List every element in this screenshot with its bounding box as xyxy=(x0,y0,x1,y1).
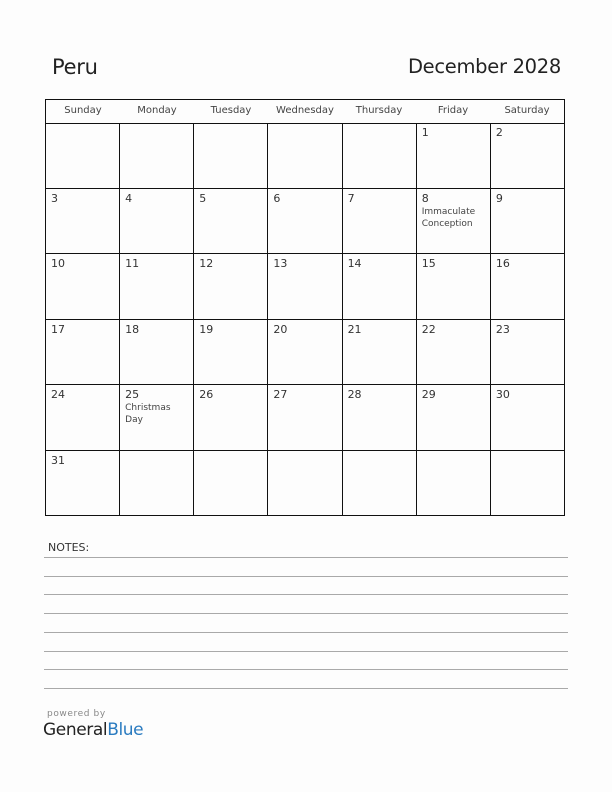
calendar-grid xyxy=(45,99,565,516)
month-year-title: December 2028 xyxy=(407,55,561,78)
day-cell xyxy=(267,123,341,188)
day-number: 16 xyxy=(495,257,510,270)
day-cell xyxy=(342,123,416,188)
week-row xyxy=(46,385,564,451)
day-cell xyxy=(267,320,341,385)
day-number: 28 xyxy=(347,388,362,401)
weekday-thursday: Thursday xyxy=(355,105,403,116)
weekday-friday: Friday xyxy=(437,105,469,116)
day-cell xyxy=(119,189,193,254)
day-cell xyxy=(490,320,564,385)
notes-line xyxy=(44,613,568,614)
day-number: 11 xyxy=(125,257,140,270)
day-cell xyxy=(416,451,490,517)
day-number: 29 xyxy=(421,388,436,401)
day-number: 8 xyxy=(421,191,429,205)
day-number: 17 xyxy=(51,322,65,336)
day-cell xyxy=(46,189,119,254)
day-cell xyxy=(193,385,267,450)
week-row xyxy=(46,451,564,517)
day-cell xyxy=(416,123,490,188)
day-number: 15 xyxy=(421,257,436,270)
week-row xyxy=(46,320,564,386)
day-number: 18 xyxy=(125,322,140,336)
weekday-tuesday: Tuesday xyxy=(210,105,252,116)
day-cell xyxy=(46,254,119,319)
day-number: 20 xyxy=(273,322,288,336)
powered-by-text: powered by xyxy=(47,709,106,719)
day-number: 25 xyxy=(125,388,140,401)
day-number: 19 xyxy=(199,322,214,336)
weekday-header xyxy=(46,100,564,124)
day-number: 12 xyxy=(199,257,214,270)
day-number: 30 xyxy=(495,388,510,401)
day-number: 2 xyxy=(495,126,503,139)
day-cell xyxy=(490,123,564,188)
notes-line xyxy=(44,594,568,595)
day-cell xyxy=(342,385,416,450)
day-number: 24 xyxy=(51,388,65,401)
day-cell xyxy=(193,189,267,254)
country-title: Peru xyxy=(52,55,98,79)
day-cell xyxy=(46,385,119,450)
notes-label: NOTES: xyxy=(48,541,90,554)
day-cell xyxy=(267,385,341,450)
day-cell xyxy=(267,451,341,517)
day-cell xyxy=(267,189,341,254)
day-number: 5 xyxy=(199,191,207,205)
notes-line xyxy=(44,669,568,670)
day-cell xyxy=(267,254,341,319)
notes-line xyxy=(44,576,568,577)
day-cell xyxy=(342,254,416,319)
day-cell xyxy=(342,320,416,385)
day-cell xyxy=(490,451,564,517)
day-cell xyxy=(490,385,564,450)
day-cell xyxy=(416,254,490,319)
day-cell xyxy=(490,254,564,319)
weekday-saturday: Saturday xyxy=(504,105,550,116)
brand-general: General xyxy=(43,720,108,740)
day-cell xyxy=(193,123,267,188)
day-number: 14 xyxy=(347,257,362,270)
notes-line xyxy=(44,688,568,689)
day-cell xyxy=(119,320,193,385)
brand-logo xyxy=(43,720,143,740)
holiday-label: Christmas Day xyxy=(125,403,171,425)
day-number: 13 xyxy=(273,257,288,270)
day-number: 22 xyxy=(421,322,436,336)
day-number: 6 xyxy=(273,191,281,205)
holiday-label: Immaculate Conception xyxy=(421,206,476,229)
day-cell xyxy=(46,123,119,188)
day-cell xyxy=(119,254,193,319)
day-number: 1 xyxy=(421,126,429,139)
day-number: 10 xyxy=(51,257,65,270)
notes-line xyxy=(44,651,568,652)
day-number: 7 xyxy=(347,191,355,205)
day-cell xyxy=(416,320,490,385)
weekday-wednesday: Wednesday xyxy=(276,105,334,116)
day-cell xyxy=(119,451,193,517)
day-number: 31 xyxy=(51,453,65,467)
day-number: 23 xyxy=(495,322,510,336)
day-cell xyxy=(46,320,119,385)
brand-blue: Blue xyxy=(107,720,144,740)
day-cell xyxy=(119,385,193,450)
week-row xyxy=(46,123,564,189)
calendar-weeks xyxy=(46,123,564,516)
day-number: 4 xyxy=(125,191,133,205)
day-cell xyxy=(342,189,416,254)
day-cell xyxy=(119,123,193,188)
day-cell xyxy=(46,451,119,517)
day-cell xyxy=(490,189,564,254)
day-cell xyxy=(193,254,267,319)
day-cell xyxy=(342,451,416,517)
day-cell xyxy=(416,189,490,254)
notes-line xyxy=(44,632,568,633)
weekday-monday: Monday xyxy=(137,105,177,116)
week-row xyxy=(46,189,564,255)
day-number: 21 xyxy=(347,322,362,336)
day-number: 3 xyxy=(51,191,58,205)
day-number: 27 xyxy=(273,388,288,401)
day-cell xyxy=(193,320,267,385)
day-number: 26 xyxy=(199,388,214,401)
day-number: 9 xyxy=(495,191,503,205)
week-row xyxy=(46,254,564,320)
day-cell xyxy=(416,385,490,450)
day-cell xyxy=(193,451,267,517)
weekday-sunday: Sunday xyxy=(64,105,102,116)
notes-line xyxy=(44,557,568,558)
